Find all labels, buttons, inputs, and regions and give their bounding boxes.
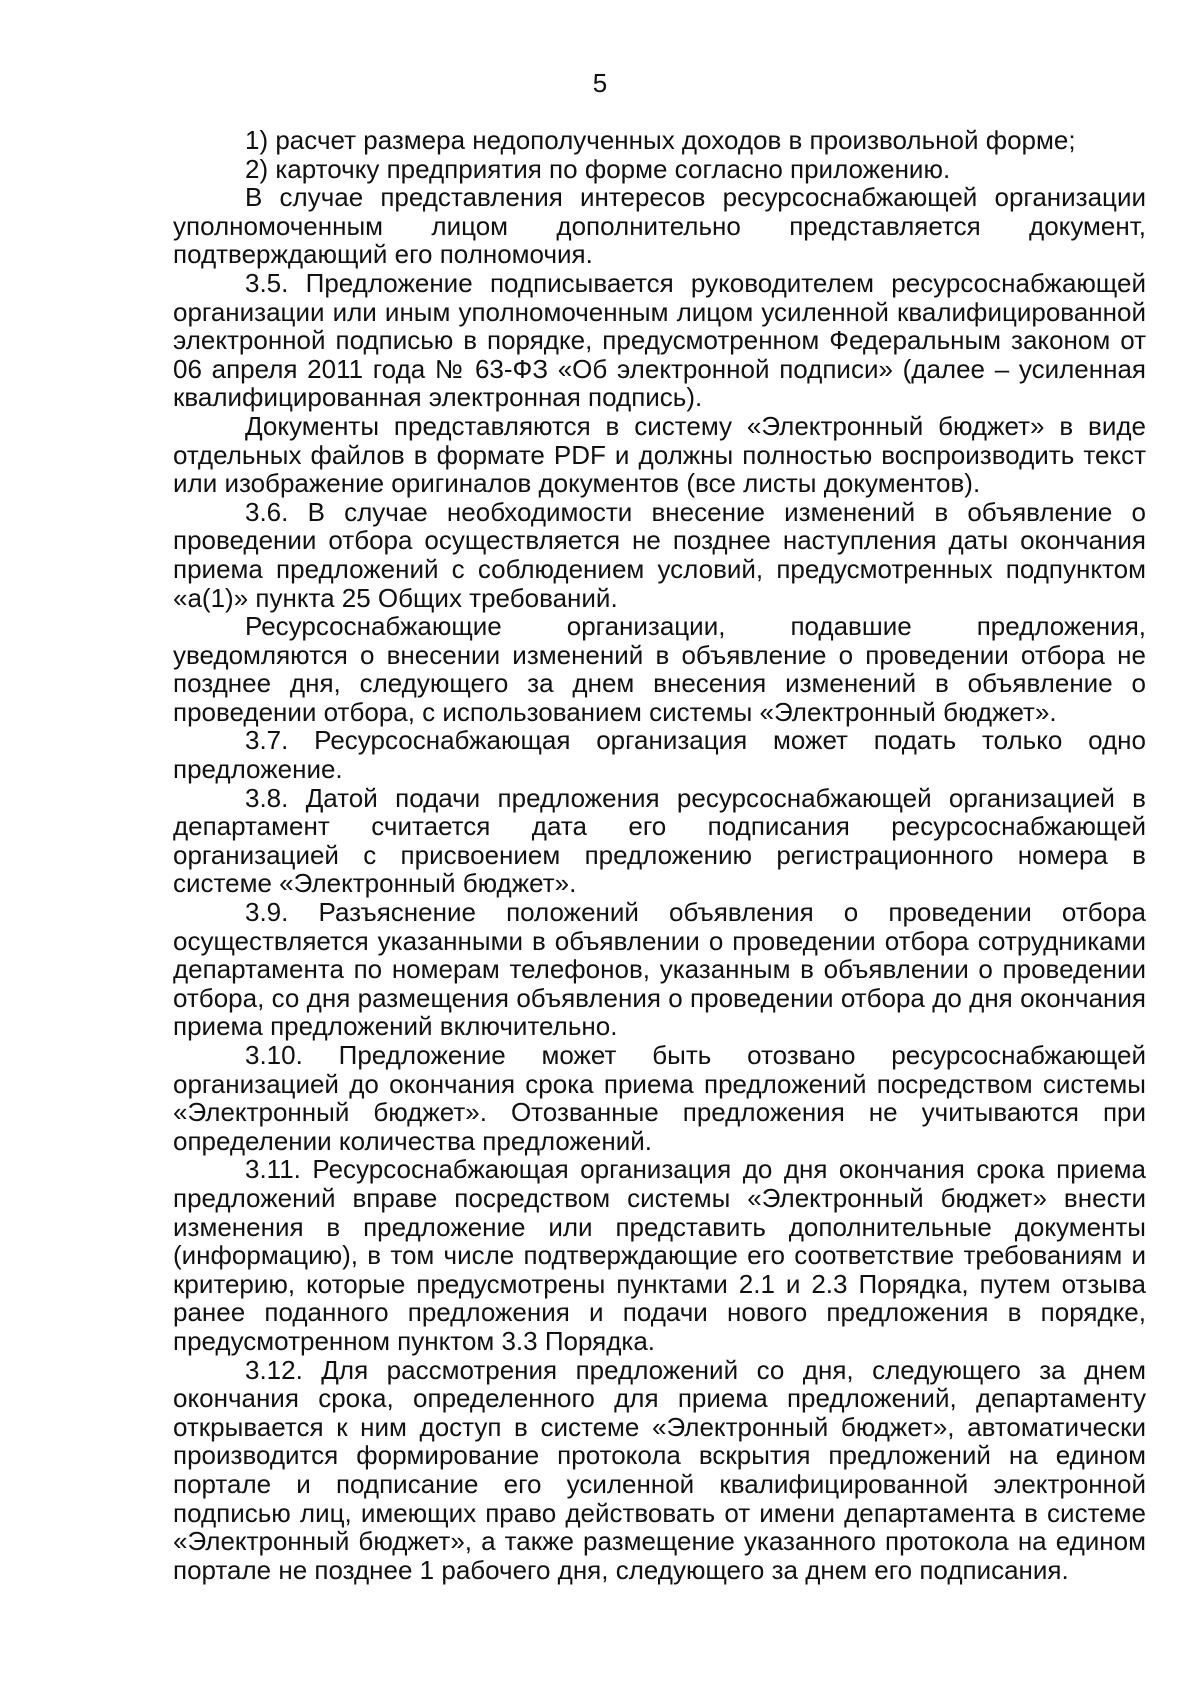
clause-3-8: 3.8. Датой подачи предложения ресурсоснабжающей организацией в департамент считается дата его подписания ресурсоснабжающей организацией с присвоением предложению регистрационного номера в системе «Электронный бюджет». bbox=[173, 782, 1146, 899]
clause-3-10: 3.10. Предложение может быть отозвано ресурсоснабжающей организацией до окончания срока приема предложений посредством системы «Электронный бюджет». Отозванные предложения не учитываются при определении количества предложений. bbox=[173, 1040, 1146, 1156]
page-number: 5 bbox=[592, 68, 608, 98]
clause-3-5: 3.5. Предложение подписывается руководителем ресурсоснабжающей организации или иным уполномоченным лицом усиленной квалифицированной электронной подписью в порядке, предусмотренном Федеральным законом от 06 апреля 2011 года № 63-ФЗ «Об электронной подписи» (далее – усиленная квалифицированная электронная подпись). bbox=[173, 267, 1146, 413]
list-item-1: 1) расчет размера недополученных доходов в произвольной форме; bbox=[245, 125, 1076, 155]
clause-3-7: 3.7. Ресурсоснабжающая организация может подать только одно предложение. bbox=[173, 725, 1146, 785]
clause-3-6: 3.6. В случае необходимости внесение изменений в объявление о проведении отбора осуществляется не позднее наступления даты окончания приема предложений с соблюдением условий, предусмотренных подпунктом «а(1)» пункта 25 Общих требований. bbox=[173, 496, 1146, 613]
document-body bbox=[173, 126, 1146, 1584]
paragraph-notification: Ресурсоснабжающие организации, подавшие предложения, уведомляются о внесении изменений в объявление о проведении отбора не позднее дня, следующего за днем внесения изменений в объявление о проведении отбора, с использованием системы «Электронный бюджет». bbox=[173, 611, 1146, 727]
paragraph-documents-pdf: Документы представляются в систему «Электронный бюджет» в виде отдельных файлов в формате PDF и должны полностью воспроизводить текст или изображение оригиналов документов (все листы документов). bbox=[173, 410, 1146, 499]
clause-3-12: 3.12. Для рассмотрения предложений со дня, следующего за днем окончания срока, определенного для приема предложений, департаменту открывается к ним доступ в системе «Электронный бюджет», автоматически производится формирование протокола вскрытия предложений на едином портале и подписание его усиленной квалифицированной электронной подписью лиц, имеющих право действовать от имени департамента в системе «Электронный бюджет», а также размещение указанного протокола на едином портале не позднее 1 рабочего дня, следующего за днем его подписания. bbox=[173, 1354, 1146, 1585]
list-item-2: 2) карточку предприятия по форме согласно приложению. bbox=[245, 153, 951, 184]
paragraph-representation: В случае представления интересов ресурсоснабжающей организации уполномоченным лицом дополнительно представляется документ, подтверждающий его полномочия. bbox=[173, 182, 1146, 270]
clause-3-9: 3.9. Разъяснение положений объявления о проведении отбора осуществляется указанными в объявлении о проведении отбора сотрудниками департамента по номерам телефонов, указанным в объявлении о проведении отбора, со дня размещения объявления о проведении отбора до дня окончания приема предложений включительно. bbox=[173, 897, 1146, 1042]
clause-3-11: 3.11. Ресурсоснабжающая организация до дня окончания срока приема предложений вправе посредством системы «Электронный бюджет» внести изменения в предложение или представить дополнительные документы (информацию), в том числе подтверждающие его соответствие требованиям и критерию, которые предусмотрены пунктами 2.1 и 2.3 Порядка, путем отзыва ранее поданного предложения и подачи нового предложения в порядке, предусмотренном пунктом 3.3 Порядка. bbox=[173, 1154, 1146, 1356]
